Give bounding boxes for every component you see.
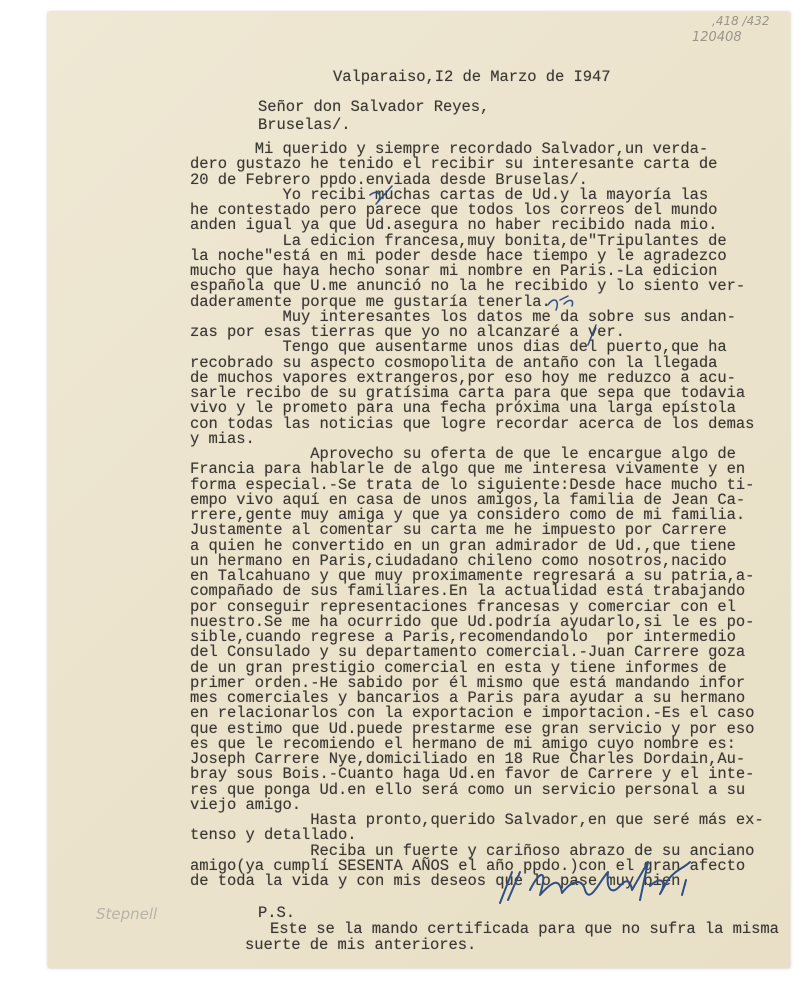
letter-line: de un gran prestigio comercial en esta y tiene informes de: [190, 658, 727, 677]
letter-line: es que le recomiendo el hermano de mi amigo cuyo nombre es:: [190, 734, 736, 753]
letter-line: compañado de sus familiares.En la actualidad está trabajando: [190, 582, 746, 601]
letter-line: a quien he convertido en un gran admirador de Ud.,que tiene: [190, 536, 736, 555]
pencil-note: Stepnell: [96, 905, 158, 923]
letter-line: y mias.: [190, 429, 255, 448]
letter-line: por conseguir representaciones francesas y comerciar con el: [190, 597, 736, 616]
letter-line: en relacionarlos con la exportacion e importacion.-Es el caso: [190, 704, 755, 723]
letter-line: dero gustazo he tenido el recibir su interesante carta de: [190, 155, 718, 174]
letter-line: res que ponga Ud.en ello será como un servicio personal a su: [190, 780, 746, 799]
letter-line: nuestro.Se me ha ocurrido que Ud.podría ayudarlo,si le es po-: [190, 612, 755, 631]
letter-line: rrere,gente muy amiga y que ya considero como de mi familia.: [190, 506, 746, 524]
archive-number-bottom: 120408: [692, 30, 742, 45]
letter-line: Francia para hablarle de algo que me interesa vivamente y en: [190, 460, 746, 479]
letter-line: empo vivo aquí en casa de unos amigos,la familia de Jean Ca-: [190, 490, 746, 509]
letter-line: Tengo que ausentarme unos dias del puerto,que ha: [190, 338, 727, 357]
letter-line: Joseph Carrere Nye,domiciliado en 18 Rue Charles Dordain,Au-: [190, 750, 746, 768]
letter-line: Aprovecho su oferta de que le encargue algo de: [190, 445, 736, 463]
postscript-label: P.S.: [258, 904, 296, 922]
letter-line: forma especial.-Se trata de lo siguiente:Desde hace mucho ti-: [190, 475, 755, 494]
letter-line: mucho que haya hecho sonar mi nombre en Paris.-La edicion: [190, 262, 718, 280]
letter-line: de toda la vida y con mis deseos que lo pase muy bien.: [190, 872, 690, 890]
recipient-city: Bruselas/.: [258, 116, 351, 134]
letter-line: zas por esas tierras que yo no alcanzaré a ver.: [190, 323, 625, 341]
letter-line: la noche"está en mi poder desde hace tiempo y le agradezco: [190, 246, 727, 265]
letter-line: viejo amigo.: [190, 795, 302, 814]
letter-date: Valparaiso,I2 de Marzo de I947: [333, 68, 611, 86]
letter-line: que estimo que Ud.puede prestarme ese gran servicio y por eso: [190, 719, 755, 738]
letter-line: anden igual ya que Ud.asegura no haber recibido nada mio.: [190, 216, 718, 235]
letter-line: española que U.me anunció no la he recibido y lo siento ver-: [190, 277, 746, 296]
postscript-line: suerte de mis anteriores.: [245, 936, 477, 954]
letter-line: del Consulado y su departamento comercial.-Juan Carrere goza: [190, 643, 746, 662]
letter-line: de muchos vapores extrangeros,por eso hoy me reduzco a acu-: [190, 368, 736, 387]
postscript-line: Este se la mando certificada para que no sufra la misma: [270, 920, 779, 938]
letter-line: sible,cuando regrese a Paris,recomendandolo por intermedio: [190, 628, 736, 646]
letter-line: mes comerciales y bancarios a Paris para ayudar a su hermano: [190, 689, 746, 707]
letter-line: con todas las noticias que logre recordar acerca de los demas: [190, 414, 755, 433]
archive-number-top: ,418 /432: [712, 14, 770, 28]
letter-line: he contestado pero parece que todos los correos del mundo: [190, 201, 718, 219]
letter-line: primer orden.-He sabido por él mismo que está mandando infor: [190, 673, 746, 692]
letter-line: Muy interesantes los datos me da sobre sus andan-: [190, 307, 736, 326]
letter-line: Reciba un fuerte y cariñoso abrazo de su anciano: [190, 841, 755, 860]
letter-line: bray sous Bois.-Cuanto haga Ud.en favor de Carrere y el inte-: [190, 765, 755, 784]
letter-line: en Talcahuano y que muy proximamente regresará a su patria,a-: [190, 567, 755, 585]
letter-line: Mi querido y siempre recordado Salvador,un verda-: [190, 140, 709, 158]
letter-line: Yo recibi muchas cartas de Ud.y la mayoría las: [190, 185, 709, 204]
letter-line: sarle recibo de su gratísima carta para que sepa que todavia: [190, 384, 746, 402]
letter-line: Hasta pronto,querido Salvador,en que seré más ex-: [190, 811, 764, 829]
letter-line: vivo y le prometo para una fecha próxima una larga epístola: [190, 399, 736, 418]
letter-line: un hermano en Paris,ciudadano chileno como nosotros,nacido: [190, 551, 727, 570]
letter-line: amigo(ya cumplí SESENTA AÑOS el año ppdo.)con el gran afecto: [190, 856, 746, 875]
letter-line: 20 de Febrero ppdo.enviada desde Bruselas/.: [190, 170, 588, 189]
letter-line: tenso y detallado.: [190, 826, 357, 845]
recipient-name: Señor don Salvador Reyes,: [258, 98, 490, 116]
letter-line: Justamente al comentar su carta me he impuesto por Carrere: [190, 521, 727, 540]
letter-line: La edicion francesa,muy bonita,de"Tripulantes de: [190, 231, 727, 250]
letter-line: daderamente porque me gustaría tenerla.: [190, 292, 551, 311]
letter-line: recobrado su aspecto cosmopolita de antaño con la llegada: [190, 353, 718, 372]
